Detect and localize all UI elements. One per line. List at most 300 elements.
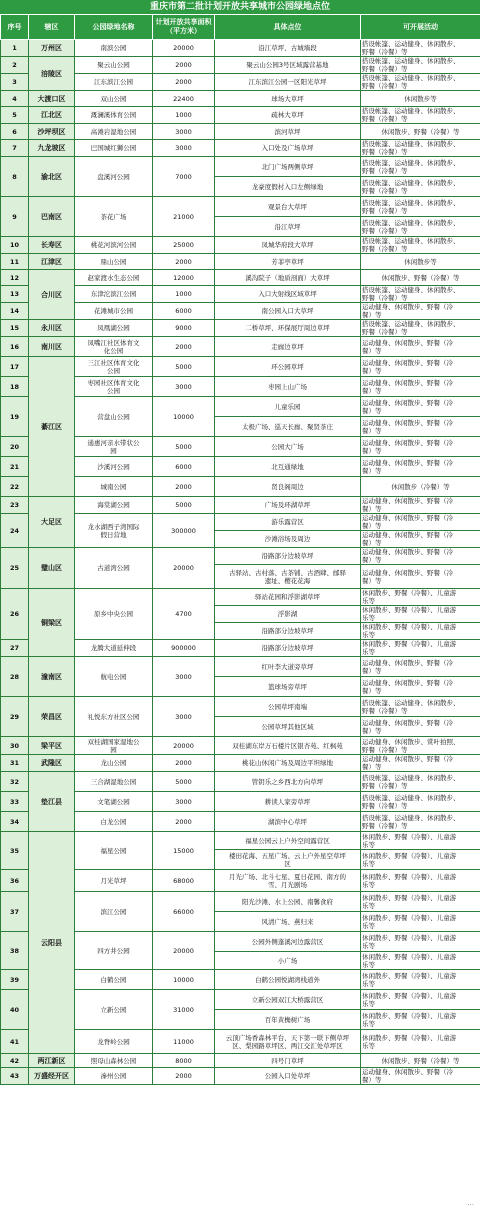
table-row: [1, 270, 480, 286]
table-cell: 浮影湖: [215, 606, 361, 623]
table-cell: 运动健身、休闲散步、野餐（冷 餐）等: [361, 755, 480, 772]
table-cell: 运动健身、休闲散步、野餐（冷 餐）等: [361, 717, 480, 737]
table-cell: 2000: [153, 337, 215, 357]
table-cell: 长寿区: [29, 237, 75, 254]
table-cell: 运动健身、休闲散步、野餐（冷 餐）等: [361, 437, 480, 457]
table-cell: 43: [1, 1068, 29, 1085]
table-cell: 四方井公园: [75, 932, 153, 970]
table-cell: 5000: [153, 497, 215, 514]
table-cell: 公园入口处草坪: [215, 1068, 361, 1085]
table-cell: 10000: [153, 970, 215, 990]
table-cell: 3000: [153, 697, 215, 737]
table-row: [1, 548, 480, 565]
table-row: [1, 254, 480, 270]
table-cell: 运动健身、休闲散步、野餐（冷 餐）等: [361, 377, 480, 397]
table-cell: 5000: [153, 437, 215, 457]
header-park-name: 公园绿地名称: [75, 15, 153, 40]
table-cell: 太极广场、巡天长廊、聚贤茶庄: [215, 417, 361, 437]
table-cell: 运动健身、休闲散步、野餐（冷 餐）等: [361, 397, 480, 417]
header-district: 辖区: [29, 15, 75, 40]
table-cell: 68000: [153, 870, 215, 892]
table-cell: 8000: [153, 1054, 215, 1068]
table-cell: 海棠湖公园: [75, 497, 153, 514]
table-cell: 搭设帐篷、运动健身、休闲散步、 野餐（冷餐）等: [361, 237, 480, 254]
table-cell: 休闲散步、野餐（冷餐）、儿童游 乐等: [361, 640, 480, 657]
table-cell: 璧山区: [29, 548, 75, 589]
table-cell: 33: [1, 792, 29, 812]
table-cell: 福星公园: [75, 832, 153, 870]
table-cell: 溪沟院子（地质剖面）大草坪: [215, 270, 361, 286]
table-cell: 休闲散步、野餐（冷餐）、儿童游 乐等: [361, 606, 480, 623]
table-cell: 3000: [153, 124, 215, 140]
table-cell: 茶花广场: [75, 197, 153, 237]
table-cell: 白鹤公园悦湖湾栈道外: [215, 970, 361, 990]
table-cell: 沿路部分边坡草坪: [215, 640, 361, 657]
table-cell: 29: [1, 697, 29, 737]
table-cell: 300000: [153, 514, 215, 548]
table-cell: 7: [1, 140, 29, 157]
watermark: ···: [467, 1201, 474, 1209]
table-cell: 搭设帐篷、运动健身、休闲散步、 野餐（冷餐）等: [361, 286, 480, 303]
table-cell: 龙腾大道延伸段: [75, 640, 153, 657]
table-cell: 休闲散步、野餐（冷餐）、儿童游 乐等: [361, 832, 480, 850]
table-cell: 搭设帐篷、运动健身、休闲散步、 野餐（冷餐）等: [361, 217, 480, 237]
table-cell: 900000: [153, 640, 215, 657]
table-cell: 礼悦东方社区公园: [75, 697, 153, 737]
table-cell: 6000: [153, 457, 215, 477]
table-cell: 万州区: [29, 40, 75, 57]
table-cell: 2000: [153, 74, 215, 91]
table-cell: 26: [1, 589, 29, 640]
table-cell: 19: [1, 397, 29, 437]
table-row: [1, 57, 480, 74]
table-cell: 百年黄桷树广场: [215, 1010, 361, 1030]
table-cell: 航电公园: [75, 657, 153, 697]
table-row: [1, 697, 480, 717]
table-cell: 儿童乐园: [215, 397, 361, 417]
table-cell: 三合湖湿地公园: [75, 772, 153, 792]
table-cell: 1000: [153, 107, 215, 124]
table-cell: 鼎山公园: [75, 254, 153, 270]
table-cell: 照母山森林公园: [75, 1054, 153, 1068]
table-row: [1, 124, 480, 140]
table-cell: 沿江草坪: [215, 217, 361, 237]
table-cell: 6: [1, 124, 29, 140]
table-cell: 3000: [153, 657, 215, 697]
table-cell: 双桂湖国家湿地公 园: [75, 737, 153, 755]
table-cell: 白龙公园: [75, 812, 153, 832]
table-cell: 永川区: [29, 320, 75, 337]
table-row: [1, 197, 480, 217]
header-activities: 可开展活动: [361, 15, 480, 40]
table-row: [1, 1054, 480, 1068]
table-cell: 20000: [153, 737, 215, 755]
table-cell: 5000: [153, 772, 215, 792]
table-cell: 搭设帐篷、运动健身、休闲散步、 野餐（冷餐）等: [361, 177, 480, 197]
table-cell: 通惠河亲水带状公 园: [75, 437, 153, 457]
table-cell: 10: [1, 237, 29, 254]
table-cell: 沙溪河公园: [75, 457, 153, 477]
table-cell: 2000: [153, 1068, 215, 1085]
table-cell: 巴南区: [29, 197, 75, 237]
table-cell: 龙水湖西子湾国际 假日营地: [75, 514, 153, 548]
table-cell: 2000: [153, 57, 215, 74]
table-cell: 22: [1, 477, 29, 497]
table-cell: 疏林大草坪: [215, 107, 361, 124]
table-cell: 搭设帐篷、运动健身、休闲散步、 野餐（冷餐）等: [361, 772, 480, 792]
table-cell: 立新公园双江大桥露营区: [215, 990, 361, 1010]
table-cell: 小广场: [215, 952, 361, 970]
table-cell: 沙滩浴场及周边: [215, 531, 361, 548]
table-cell: 15000: [153, 832, 215, 870]
table-cell: 武隆区: [29, 755, 75, 772]
table-cell: 休闲散步等: [361, 91, 480, 107]
table-cell: 花滩城市公园: [75, 303, 153, 320]
table-cell: 搭设帐篷、运动健身、休闲散步、 野餐（冷餐）等: [361, 74, 480, 91]
table-cell: 运动健身、休闲散步、野餐（冷 餐）等: [361, 337, 480, 357]
table-cell: 搭设帐篷、运动健身、休闲散步、 野餐（冷餐）等: [361, 197, 480, 217]
table-cell: 37: [1, 892, 29, 932]
table-cell: 管钥乐之乡西北方向草坪: [215, 772, 361, 792]
table-cell: 溉澜溪体育公园: [75, 107, 153, 124]
table-cell: 25000: [153, 237, 215, 254]
table-cell: 公园大广场: [215, 437, 361, 457]
table-cell: 32: [1, 772, 29, 792]
table-cell: 桃花河滨河公园: [75, 237, 153, 254]
table-cell: 搭设帐篷、运动健身、休闲散步、 野餐（冷餐）等: [361, 792, 480, 812]
table-cell: 21: [1, 457, 29, 477]
table-cell: 20000: [153, 40, 215, 57]
table-cell: 公园外侧蓬溪河边露营区: [215, 932, 361, 952]
table-row: [1, 832, 480, 850]
table-cell: 驿站花园和浮影湖草坪: [215, 589, 361, 606]
table-cell: 大足区: [29, 497, 75, 548]
table-row: [1, 320, 480, 337]
table-cell: 34: [1, 812, 29, 832]
table-cell: 红叶李大道旁草坪: [215, 657, 361, 677]
table-cell: 24: [1, 514, 29, 548]
table-cell: 35: [1, 832, 29, 870]
table-cell: 8: [1, 157, 29, 197]
table-cell: 龙豪度假村入口左侧绿地: [215, 177, 361, 197]
table-cell: 北互通绿地: [215, 457, 361, 477]
table-cell: 月光广场、北斗七星、夏日花园、南方的 雪、月光剧场: [215, 870, 361, 892]
table-cell: 四号门草坪: [215, 1054, 361, 1068]
table-cell: 盘溪河公园: [75, 157, 153, 197]
table-cell: 涪陵区: [29, 57, 75, 91]
table-row: [1, 657, 480, 677]
table-cell: 月光草坪: [75, 870, 153, 892]
header-area: 计划开放共享面积 （平方米）: [153, 15, 215, 40]
table-cell: 城南公园: [75, 477, 153, 497]
table-cell: 搭设帐篷、运动健身、休闲散步、 野餐（冷餐）等: [361, 107, 480, 124]
table-cell: 巴国城红狮公园: [75, 140, 153, 157]
table-cell: 7000: [153, 157, 215, 197]
table-cell: 休闲散步、野餐（冷餐）等: [361, 270, 480, 286]
table-cell: 铜梁区: [29, 589, 75, 657]
table-cell: 运动健身、休闲散步、野餐（冷 餐）等: [361, 548, 480, 565]
table-row: [1, 337, 480, 357]
table-cell: 2000: [153, 755, 215, 772]
table-cell: 凤凰湖公园: [75, 320, 153, 337]
table-row: [1, 1068, 480, 1085]
table-cell: 20000: [153, 548, 215, 589]
table-cell: 休闲散步、野餐（冷餐）、儿童游 乐等: [361, 1030, 480, 1054]
table-cell: 11: [1, 254, 29, 270]
table-cell: 11000: [153, 1030, 215, 1054]
table-cell: 云顶广场香森林平台、天下第一联下侧草坪 区、梨园路草坪区、两江交汇处草坪区: [215, 1030, 361, 1054]
table-cell: 篮球场旁草坪: [215, 677, 361, 697]
table-cell: 运动健身、休闲散步、野餐（冷 餐）等: [361, 357, 480, 377]
table-cell: 风清广场、燕归来: [215, 912, 361, 932]
table-cell: 入口处及广场草坪: [215, 140, 361, 157]
table-cell: 芳菲亭草坪: [215, 254, 361, 270]
table-cell: 桃花山休闲广场及周边平坦绿地: [215, 755, 361, 772]
table-cell: 梁平区: [29, 737, 75, 755]
table-cell: 龙脊岭公园: [75, 1030, 153, 1054]
table-cell: 运动健身、休闲散步、赏叶拍照、 野餐（冷餐）等: [361, 737, 480, 755]
table-cell: 走廊边草坪: [215, 337, 361, 357]
table-cell: 14: [1, 303, 29, 320]
table-cell: 沙坪坝区: [29, 124, 75, 140]
table-cell: 公园草坪南端: [215, 697, 361, 717]
table-cell: 休闲散步、野餐（冷餐）等: [361, 124, 480, 140]
table-cell: 凤嘴江社区体育文 化公园: [75, 337, 153, 357]
table-cell: 北门广场两侧草坪: [215, 157, 361, 177]
table-cell: 潼南区: [29, 657, 75, 697]
table-row: [1, 589, 480, 606]
table-cell: 聚云山公园: [75, 57, 153, 74]
table-cell: 沿江草坪、古城墙段: [215, 40, 361, 57]
table-cell: 搭设帐篷、运动健身、休闲散步、 野餐（冷餐）等: [361, 157, 480, 177]
table-cell: 高滩岩湿地公园: [75, 124, 153, 140]
table-cell: 游乐露营区: [215, 514, 361, 531]
table-cell: 39: [1, 970, 29, 990]
table-cell: 搭设帐篷、运动健身、休闲散步、 野餐（冷餐）等: [361, 697, 480, 717]
table-cell: 1000: [153, 286, 215, 303]
table-cell: 休闲散步、野餐（冷餐）、儿童游 乐等: [361, 912, 480, 932]
table-cell: 营盘山公园: [75, 397, 153, 437]
table-cell: 21000: [153, 197, 215, 237]
table-cell: 25: [1, 548, 29, 589]
table-cell: 耕读人家旁草坪: [215, 792, 361, 812]
table-cell: 休闲散步、野餐（冷餐）等: [361, 1054, 480, 1068]
park-table: [0, 14, 480, 1085]
table-cell: 搭设帐篷、运动健身、休闲散步、 野餐（冷餐）等: [361, 57, 480, 74]
table-cell: 28: [1, 657, 29, 697]
table-cell: 16: [1, 337, 29, 357]
table-row: [1, 237, 480, 254]
table-cell: 双桂湖东岸万石楼片区银杏苑、红枫苑: [215, 737, 361, 755]
table-cell: 东津沱滨江公园: [75, 286, 153, 303]
table-cell: 运动健身、休闲散步、野餐（冷 餐）等: [361, 303, 480, 320]
table-row: [1, 737, 480, 755]
table-cell: 1: [1, 40, 29, 57]
table-cell: 搭设帐篷、运动健身、休闲散步、 野餐（冷餐）等: [361, 40, 480, 57]
table-cell: 搭设帐篷、运动健身、休闲散步、 野餐（冷餐）等: [361, 320, 480, 337]
table-cell: 休闲散步、野餐（冷餐）、儿童游 乐等: [361, 990, 480, 1010]
table-cell: 6000: [153, 303, 215, 320]
table-cell: 二桥草坪、环保展厅周边草坪: [215, 320, 361, 337]
table-cell: 立新公园: [75, 990, 153, 1030]
table-cell: 赵家渡水生态公园: [75, 270, 153, 286]
table-cell: 江北区: [29, 107, 75, 124]
table-cell: 3000: [153, 792, 215, 812]
table-cell: 休闲散步、野餐（冷餐）、儿童游 乐等: [361, 870, 480, 892]
table-cell: 合川区: [29, 270, 75, 320]
table-cell: 运动健身、休闲散步、野餐（冷 餐）等: [361, 417, 480, 437]
table-cell: 古道湾公园: [75, 548, 153, 589]
table-cell: 休闲散步、野餐（冷餐）、儿童游 乐等: [361, 970, 480, 990]
table-row: [1, 91, 480, 107]
header-location: 具体点位: [215, 15, 361, 40]
table-cell: 枣园社区体育文化 公园: [75, 377, 153, 397]
table-cell: 万盛经开区: [29, 1068, 75, 1085]
table-cell: 12000: [153, 270, 215, 286]
table-cell: 20: [1, 437, 29, 457]
table-cell: 运动健身、休闲散步、野餐（冷 餐）等: [361, 565, 480, 589]
table-cell: 白鹤公园: [75, 970, 153, 990]
table-cell: 运动健身、休闲散步、野餐（冷 餐）等: [361, 514, 480, 531]
table-cell: 綦江区: [29, 357, 75, 497]
table-row: [1, 772, 480, 792]
table-row: [1, 497, 480, 514]
table-cell: 运动健身、休闲散步、野餐（冷 餐）等: [361, 677, 480, 697]
table-cell: 江东滨江公园: [75, 74, 153, 91]
table-cell: 球场大草坪: [215, 91, 361, 107]
table-cell: 环公园草坪: [215, 357, 361, 377]
table-cell: 沿路部分边坡草坪: [215, 548, 361, 565]
table-cell: 休闲散步、野餐（冷餐）、儿童游 乐等: [361, 850, 480, 870]
table-cell: 原乡中央公园: [75, 589, 153, 640]
table-cell: 5000: [153, 357, 215, 377]
table-cell: 22400: [153, 91, 215, 107]
table-cell: 文笔湖公园: [75, 792, 153, 812]
table-cell: 溱州公园: [75, 1068, 153, 1085]
table-cell: 九龙坡区: [29, 140, 75, 157]
table-cell: 3000: [153, 377, 215, 397]
table-cell: 9000: [153, 320, 215, 337]
table-cell: 休闲散步、野餐（冷餐）、儿童游 乐等: [361, 932, 480, 952]
table-cell: 10000: [153, 397, 215, 437]
table-cell: 江津区: [29, 254, 75, 270]
table-row: [1, 40, 480, 57]
table-cell: 2000: [153, 254, 215, 270]
table-cell: 40: [1, 990, 29, 1030]
table-cell: 3000: [153, 140, 215, 157]
table-cell: 4700: [153, 589, 215, 640]
table-cell: 运动健身、休闲散步、野餐（冷 餐）等: [361, 657, 480, 677]
table-cell: 38: [1, 932, 29, 970]
table-cell: 荣昌区: [29, 697, 75, 737]
table-cell: 龙山公园: [75, 755, 153, 772]
table-cell: 南滨公园: [75, 40, 153, 57]
table-cell: 运动健身、休闲散步、野餐（冷 餐）等: [361, 457, 480, 477]
page-title: 重庆市第二批计划开放共享城市公园绿地点位: [0, 0, 480, 14]
table-cell: 12: [1, 270, 29, 286]
table-cell: 枣园上山广场: [215, 377, 361, 397]
table-cell: 休闲散步、野餐（冷餐）、儿童游 乐等: [361, 952, 480, 970]
table-cell: 贤良阁周边: [215, 477, 361, 497]
table-cell: 休闲散步、野餐（冷餐）、儿童游 乐等: [361, 623, 480, 640]
table-cell: 运动健身、休闲散步、野餐（冷 餐）等: [361, 497, 480, 514]
table-cell: 阳光沙滩、水上公园、南馨食府: [215, 892, 361, 912]
table-cell: 凤城华府段大草坪: [215, 237, 361, 254]
table-cell: 4: [1, 91, 29, 107]
table-cell: 沿路部分边坡草坪: [215, 623, 361, 640]
table-row: [1, 140, 480, 157]
table-cell: 30: [1, 737, 29, 755]
table-header-row: [1, 15, 480, 40]
table-cell: 入口大射线区域草坪: [215, 286, 361, 303]
table-cell: 江东滨江公园一区阳光草坪: [215, 74, 361, 91]
table-cell: 31: [1, 755, 29, 772]
table-cell: 搭设帐篷、运动健身、休闲散步、 野餐（冷餐）等: [361, 812, 480, 832]
table-cell: 古驿站、古村落、古茶铺、古酒肆、邮驿 遗址、樱花花海: [215, 565, 361, 589]
table-cell: 两江新区: [29, 1054, 75, 1068]
table-cell: 41: [1, 1030, 29, 1054]
table-cell: 聚云山公园3号区域露营基地: [215, 57, 361, 74]
table-cell: 垫江县: [29, 772, 75, 832]
table-cell: 66000: [153, 892, 215, 932]
table-cell: 湖滨中心草坪: [215, 812, 361, 832]
table-cell: 南公园入口大草坪: [215, 303, 361, 320]
table-cell: 18: [1, 377, 29, 397]
table-cell: 2000: [153, 477, 215, 497]
table-row: [1, 357, 480, 377]
table-cell: 滨江公园: [75, 892, 153, 932]
header-index: 序号: [1, 15, 29, 40]
table-cell: 广场及环湖草坪: [215, 497, 361, 514]
table-cell: 云阳县: [29, 832, 75, 1054]
table-cell: 双山公园: [75, 91, 153, 107]
table-cell: 2: [1, 57, 29, 74]
table-cell: 休闲散步、野餐（冷餐）、儿童游 乐等: [361, 892, 480, 912]
table-cell: 休闲散步等: [361, 254, 480, 270]
table-cell: 27: [1, 640, 29, 657]
table-row: [1, 157, 480, 177]
table-cell: 运动健身、休闲散步、野餐（冷 餐）等: [361, 1068, 480, 1085]
table-cell: 大渡口区: [29, 91, 75, 107]
table-cell: 楼田花海、五星广场、云上户外星空草坪 区: [215, 850, 361, 870]
table-cell: 23: [1, 497, 29, 514]
table-cell: 20000: [153, 932, 215, 970]
table-cell: 滨河草坪: [215, 124, 361, 140]
table-cell: 2000: [153, 812, 215, 832]
table-cell: 13: [1, 286, 29, 303]
table-cell: 休闲散步（冷餐）等: [361, 477, 480, 497]
table-cell: 5: [1, 107, 29, 124]
table-cell: 观景台大草坪: [215, 197, 361, 217]
table-cell: 36: [1, 870, 29, 892]
table-cell: 3: [1, 74, 29, 91]
table-row: [1, 755, 480, 772]
table-cell: 休闲散步、野餐（冷餐）、儿童游 乐等: [361, 1010, 480, 1030]
table-cell: 渝北区: [29, 157, 75, 197]
table-cell: 31000: [153, 990, 215, 1030]
table-cell: 三江社区体育文化 公园: [75, 357, 153, 377]
table-cell: 9: [1, 197, 29, 237]
table-cell: 15: [1, 320, 29, 337]
table-cell: 南川区: [29, 337, 75, 357]
table-cell: 42: [1, 1054, 29, 1068]
table-cell: 休闲散步、野餐（冷餐）、儿童游 乐等: [361, 589, 480, 606]
table-cell: 搭设帐篷、运动健身、休闲散步、 野餐（冷餐）等: [361, 140, 480, 157]
table-cell: 公园草坪其他区域: [215, 717, 361, 737]
table-cell: 运动健身、休闲散步、野餐（冷 餐）等: [361, 531, 480, 548]
table-row: [1, 107, 480, 124]
table-cell: 福星公园云上户外空间露营区: [215, 832, 361, 850]
